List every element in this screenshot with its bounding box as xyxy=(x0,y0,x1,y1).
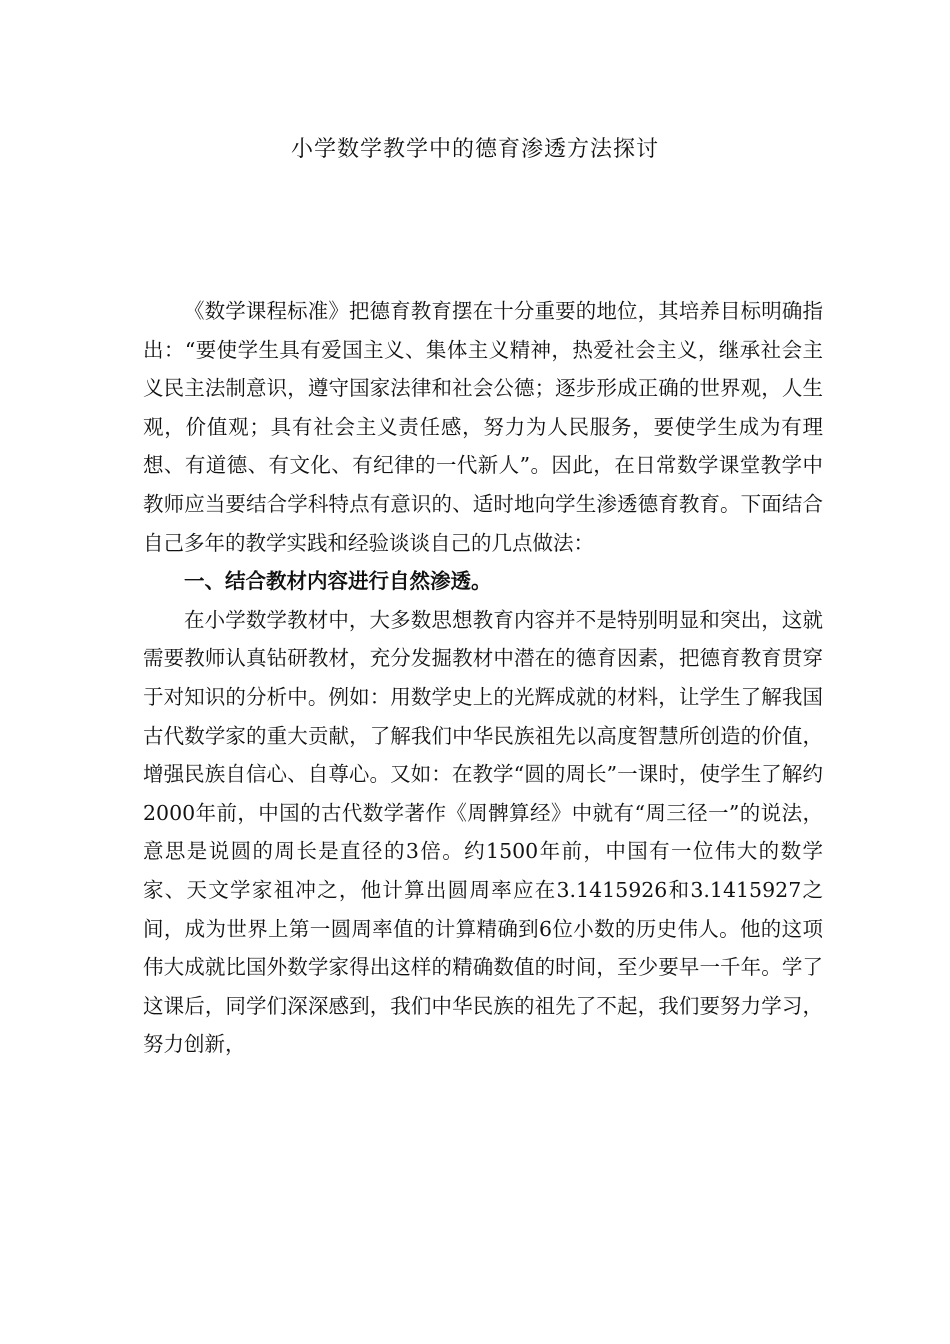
document-title: 小学数学教学中的德育渗透方法探讨 xyxy=(290,137,659,162)
section-paragraph: 在小学数学教材中，大多数思想教育内容并不是特别明显和突出，这就需要教师认真钻研教材，充分发掘教材中潜在的德育因素，把德育教育贯穿于对知识的分析中。例如：用数学史上的光辉成就的材料，让学生了解我国古代数学家的重大贡献，了解我们中华民族祖先以高度智慧所创造的价值，增强民族自信心、自尊心。又如：在教学“圆的周长”一课时，使学生了解约2000年前，中国的古代数学著作《周髀算经》中就有“周三径一”的说法，意思是说圆的周长是直径的3倍。约1500年前，中国有一位伟大的数学家、天文学家祖冲之，他计算出圆周率应在3.1415926和3.1415927之间，成为世界上第一圆周率值的计算精确到6位小数的历史伟人。他的这项伟大成就比国外数学家得出这样的精确数值的时间，至少要早一千年。学了这课后，同学们深深感到，我们中华民族的祖先了不起，我们要努力学习，努力创新， xyxy=(143,607,823,1057)
section-heading: 一、结合教材内容进行自然渗透。 xyxy=(184,569,492,594)
intro-paragraph: 《数学课程标准》把德育教育摆在十分重要的地位，其培养目标明确指出：“要使学生具有爱国主义、集体主义精神，热爱社会主义，继承社会主义民主法制意识，遵守国家法律和社会公德；逐步形成正确的世界观，人生观，价值观；具有社会主义责任感，努力为人民服务，要使学生成为有理想、有道德、有文化、有纪律的一代新人”。因此，在日常数学课堂教学中教师应当要结合学科特点有意识的、适时地向学生渗透德育教育。下面结合自己多年的教学实践和经验谈谈自己的几点做法： xyxy=(143,299,823,555)
document-body xyxy=(143,292,823,1064)
